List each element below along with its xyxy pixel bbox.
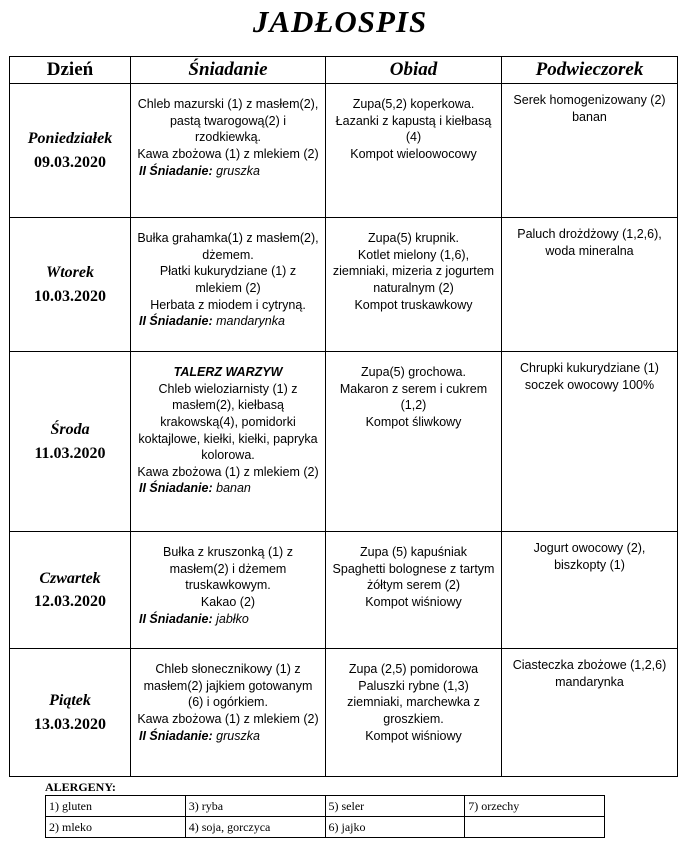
day-cell (10, 352, 131, 532)
second-breakfast-label: II Śniadanie: (139, 481, 213, 496)
breakfast-cell (131, 532, 326, 649)
second-breakfast-value: gruszka (216, 728, 260, 743)
allergen-cell: 6) jajko (325, 817, 465, 838)
breakfast-line: Chleb słonecznikowy (1) z masłem(2) jajkiem gotowanym (6) i ogórkiem. (143, 662, 313, 710)
allergen-cell: 3) ryba (185, 796, 325, 817)
allergens-row (46, 796, 605, 817)
lunch-line: Zupa(5) grochowa. (361, 365, 466, 379)
day-name: Poniedziałek (27, 130, 113, 148)
breakfast-line: Bułka grahamka(1) z masłem(2), dżemem. (137, 231, 319, 262)
allergen-cell (465, 817, 605, 838)
second-breakfast (137, 163, 319, 180)
snack-cell (502, 218, 678, 352)
allergens-row (46, 817, 605, 838)
breakfast-cell (131, 649, 326, 777)
day-cell (10, 532, 131, 649)
breakfast-line: Kawa zbożowa (1) z mlekiem (2) (137, 711, 319, 726)
day-date: 09.03.2020 (34, 153, 106, 171)
breakfast-line: Herbata z miodem i cytryną. (150, 297, 306, 312)
second-breakfast (137, 728, 319, 745)
snack-cell (502, 649, 678, 777)
lunch-line: Makaron z serem i cukrem (1,2) (339, 381, 488, 413)
allergen-cell: 5) seler (325, 796, 465, 817)
lunch-line: Spaghetti bolognese z tartym żółtym serem (2) (332, 561, 495, 593)
second-breakfast-value: gruszka (216, 163, 260, 178)
lunch-cell (326, 352, 502, 532)
second-breakfast-value: jabłko (216, 611, 249, 626)
lunch-line: Paluszki rybne (1,3) ziemniaki, marchewka z groszkiem. (347, 678, 480, 726)
snack-line: Ciasteczka zbożowe (1,2,6) (512, 658, 667, 672)
second-breakfast (137, 480, 319, 497)
allergens-title: ALERGENY: (45, 780, 116, 794)
menu-table (9, 56, 678, 777)
breakfast-line: Chleb mazurski (1) z masłem(2), pastą twarogową(2) i rzodkiewką. (137, 97, 319, 145)
second-breakfast-value: mandarynka (216, 314, 285, 329)
snack-cell (502, 532, 678, 649)
second-breakfast-label: II Śniadanie: (139, 611, 213, 626)
snack-line: Chrupki kukurydziane (1) (520, 361, 659, 375)
second-breakfast-label: II Śniadanie: (139, 163, 213, 178)
lunch-line: Łazanki z kapustą i kiełbasą (4) (335, 113, 492, 145)
header-row (10, 57, 678, 84)
snack-line: banan (572, 109, 607, 124)
lunch-cell (326, 84, 502, 218)
day-cell (10, 649, 131, 777)
day-cell (10, 84, 131, 218)
day-name: Czwartek (39, 569, 101, 587)
lunch-line: Zupa (2,5) pomidorowa (348, 662, 479, 676)
allergens-table (45, 795, 605, 838)
header-day: Dzień (10, 57, 131, 84)
snack-line: Paluch drożdżowy (1,2,6), woda mineralna (517, 227, 662, 258)
day-date: 10.03.2020 (34, 287, 106, 305)
snack-cell (502, 352, 678, 532)
breakfast-line: Płatki kukurydziane (1) z mlekiem (2) (159, 264, 297, 295)
menu-row (10, 649, 678, 777)
lunch-line: Kompot wieloowocowy (350, 146, 477, 161)
snack-line: soczek owocowy 100% (524, 377, 655, 392)
second-breakfast-value: banan (216, 481, 251, 496)
menu-row (10, 218, 678, 352)
lunch-line: Kompot wiśniowy (365, 728, 462, 743)
second-breakfast (137, 313, 319, 330)
menu-row (10, 84, 678, 218)
day-date: 12.03.2020 (34, 593, 106, 610)
lunch-line: Zupa(5) krupnik. (367, 231, 459, 245)
day-name: Środa (50, 421, 90, 439)
allergen-cell: 1) gluten (46, 796, 186, 817)
day-date: 13.03.2020 (34, 715, 106, 733)
allergen-cell: 4) soja, gorczyca (185, 817, 325, 838)
second-breakfast-label: II Śniadanie: (139, 728, 213, 743)
snack-line: mandarynka (555, 674, 624, 689)
snack-cell (502, 84, 678, 218)
lunch-line: Kompot wiśniowy (365, 594, 462, 609)
breakfast-line: Kakao (2) (200, 594, 256, 609)
breakfast-line: Bułka z kruszonką (1) z masłem(2) i dżemem truskawkowym. (163, 545, 293, 593)
breakfast-line: Kawa zbożowa (1) z mlekiem (2) (137, 464, 319, 479)
allergen-cell: 2) mleko (46, 817, 186, 838)
day-name: Wtorek (46, 264, 94, 282)
breakfast-title: TALERZ WARZYW (173, 365, 283, 379)
lunch-line: Kotlet mielony (1,6), ziemniaki, mizeria z jogurtem naturalnym (2) (332, 247, 495, 295)
snack-line: Serek homogenizowany (2) (513, 93, 666, 107)
second-breakfast (137, 611, 319, 628)
lunch-line: Kompot truskawkowy (354, 297, 473, 312)
lunch-line: Kompot śliwkowy (365, 414, 462, 429)
lunch-cell (326, 532, 502, 649)
allergen-cell: 7) orzechy (465, 796, 605, 817)
day-cell (10, 218, 131, 352)
breakfast-cell (131, 218, 326, 352)
header-lunch: Obiad (326, 57, 502, 84)
menu-row (10, 532, 678, 649)
header-snack: Podwieczorek (502, 57, 678, 84)
breakfast-cell (131, 352, 326, 532)
snack-line: biszkopty (1) (554, 557, 625, 572)
second-breakfast-label: II Śniadanie: (139, 314, 213, 329)
breakfast-cell (131, 84, 326, 218)
lunch-line: Zupa(5,2) koperkowa. (352, 97, 475, 111)
breakfast-line: Kawa zbożowa (1) z mlekiem (2) (137, 146, 319, 161)
menu-row (10, 352, 678, 532)
lunch-cell (326, 649, 502, 777)
lunch-cell (326, 218, 502, 352)
lunch-line: Zupa (5) kapuśniak (359, 545, 467, 559)
page-title: JADŁOSPIS (252, 4, 428, 39)
header-breakfast: Śniadanie (131, 57, 326, 84)
day-name: Piątek (49, 692, 91, 710)
snack-line: Jogurt owocowy (2), (533, 541, 646, 555)
day-date: 11.03.2020 (34, 444, 106, 462)
breakfast-line: Chleb wieloziarnisty (1) z masłem(2), kiełbasą krakowską(4), pomidorki koktajlowe, kiełki, kiełki, papryka kolorowa. (138, 381, 318, 463)
